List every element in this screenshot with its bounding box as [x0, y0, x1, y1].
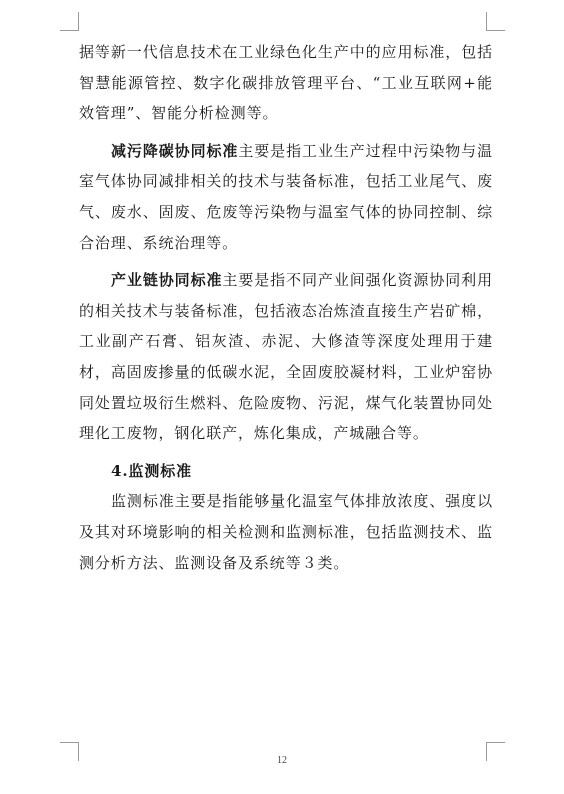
paragraph-monitoring	[79, 486, 493, 578]
crop-mark-top-right	[486, 12, 505, 31]
paragraph-text: 主要是指工业生产过程中污染物与温室气体协同减排相关的技术与装备标准，包括工业尾气、废气、废水、固废、危废等污染物与温室气体的协同控制、综合治理、系统治理等。	[79, 141, 494, 252]
page-number: 12	[277, 755, 287, 766]
document-body	[79, 37, 493, 578]
paragraph-lead-term: 减污降碳协同标准	[111, 141, 239, 160]
paragraph-lead-term: 产业链协同标准	[111, 271, 223, 290]
paragraph-continuation	[79, 37, 493, 129]
crop-mark-top-left	[60, 12, 79, 31]
paragraph-industry-chain	[79, 265, 493, 449]
paragraph-pollution-carbon	[79, 136, 493, 258]
paragraph-text: 监测标准主要是指能够量化温室气体排放浓度、强度以及其对环境影响的相关检测和监测标准，包括监测技术、监测分析方法、监测设备及系统等３类。	[79, 492, 493, 572]
paragraph-text: 主要是指不同产业间强化资源协同利用的相关技术与装备标准，包括液态冶炼渣直接生产岩矿棉，工业副产石膏、铝灰渣、赤泥、大修渣等深度处理用于建材，高固废掺量的低碳水泥，全固废胶凝材料，工业炉窑协同处置垃圾衍生燃料、危险废物、污泥，煤气化装置协同处理化工废物，钢化联产，炼化集成，产城融合等。	[79, 271, 493, 443]
section-heading: 4.监测标准	[111, 461, 193, 480]
paragraph-text: 据等新一代信息技术在工业绿色化生产中的应用标准，包括智慧能源管控、数字化碳排放管理平台、“工业互联网+能效管理”、智能分析检测等。	[79, 43, 493, 123]
